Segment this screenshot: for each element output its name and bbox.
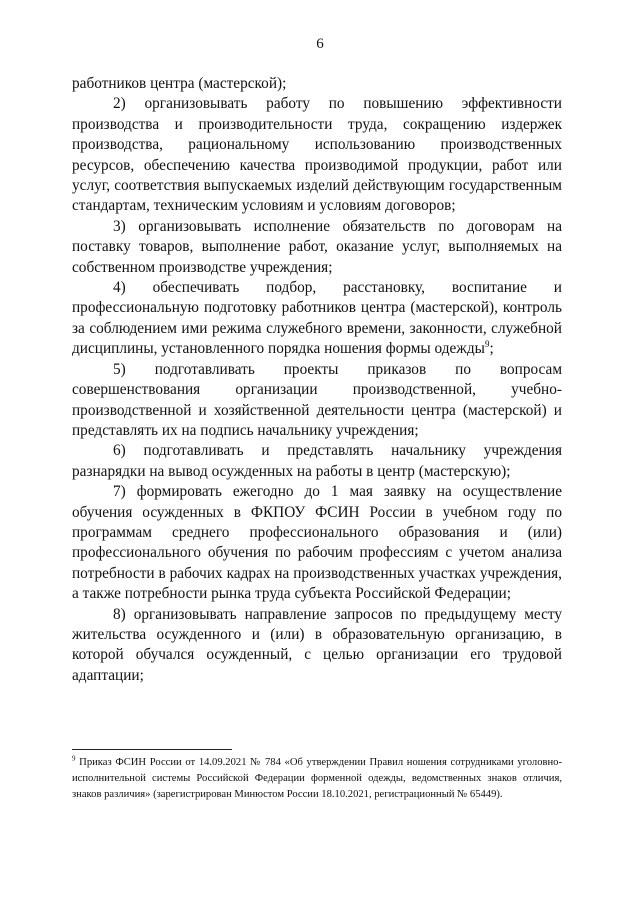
paragraph-item-4-text: 4) обеспечивать подбор, расстановку, воспитание и профессиональную подготовку работников центра (мастерской), контроль за соблюдением ими режима служебного времени, законности, служебной дисциплины, установленного порядка ношения формы одежды [72,279,562,358]
paragraph-item-3: 3) организовывать исполнение обязательств по договорам на поставку товаров, выполнение работ, оказание услуг, выполняемых на собственном производстве учреждения; [72,217,562,276]
document-body [72,74,562,686]
paragraph-item-6: 6) подготавливать и представлять начальнику учреждения разнарядки на вывод осужденных на работы в центр (мастерскую); [72,442,562,480]
paragraph-item-8: 8) организовывать направление запросов по предыдущему месту жительства осужденного и (или) в образовательную организацию, в которой обучался осужденный, с целью организации его трудовой адаптации; [72,605,562,684]
footnote-marker: 9 [72,754,76,763]
paragraph-item-4 [72,278,562,360]
paragraph-continuation: работников центра (мастерской); [72,75,287,92]
paragraph-item-5: 5) подготавливать проекты приказов по вопросам совершенствования организации производственной, учебно-производственной и хозяйственной деятельности центра (мастерской) и представлять их на подпись начальнику учреждения; [72,360,562,439]
page-number: 6 [316,36,324,52]
paragraph-item-7: 7) формировать ежегодно до 1 мая заявку на осуществление обучения осужденных в ФКПОУ ФСИН России в учебном году по программам среднего профессионального образования и (или) профессионального обучения по рабочим профессиям с учетом анализа потребности в рабочих кадрах на производственных участках учреждения, а также потребности рынка труда субъекта Российской Федерации; [72,483,562,603]
paragraph-item-4-end: ; [489,340,494,358]
footnote-divider [72,749,232,750]
paragraph-item-2: 2) организовывать работу по повышению эффективности производства и производительности труда, сокращению издержек производства, рациональному использованию производственных ресурсов, обеспечению качества производимой продукции, работ или услуг, соответствия выпускаемых изделий действующим государственным стандартам, техническим условиям и условиям договоров; [72,95,562,215]
footnote-text: Приказ ФСИН России от 14.09.2021 № 784 «Об утверждении Правил ношения сотрудниками уголовно-исполнительной системы Российской Федерации форменной одежды, ведомственных знаков отличия, знаков различия» (зарегистрирован Минюстом России 18.10.2021, регистрационный № 65449). [72,757,562,800]
footnote-reference: 9 [484,339,490,350]
footnote [72,755,562,803]
